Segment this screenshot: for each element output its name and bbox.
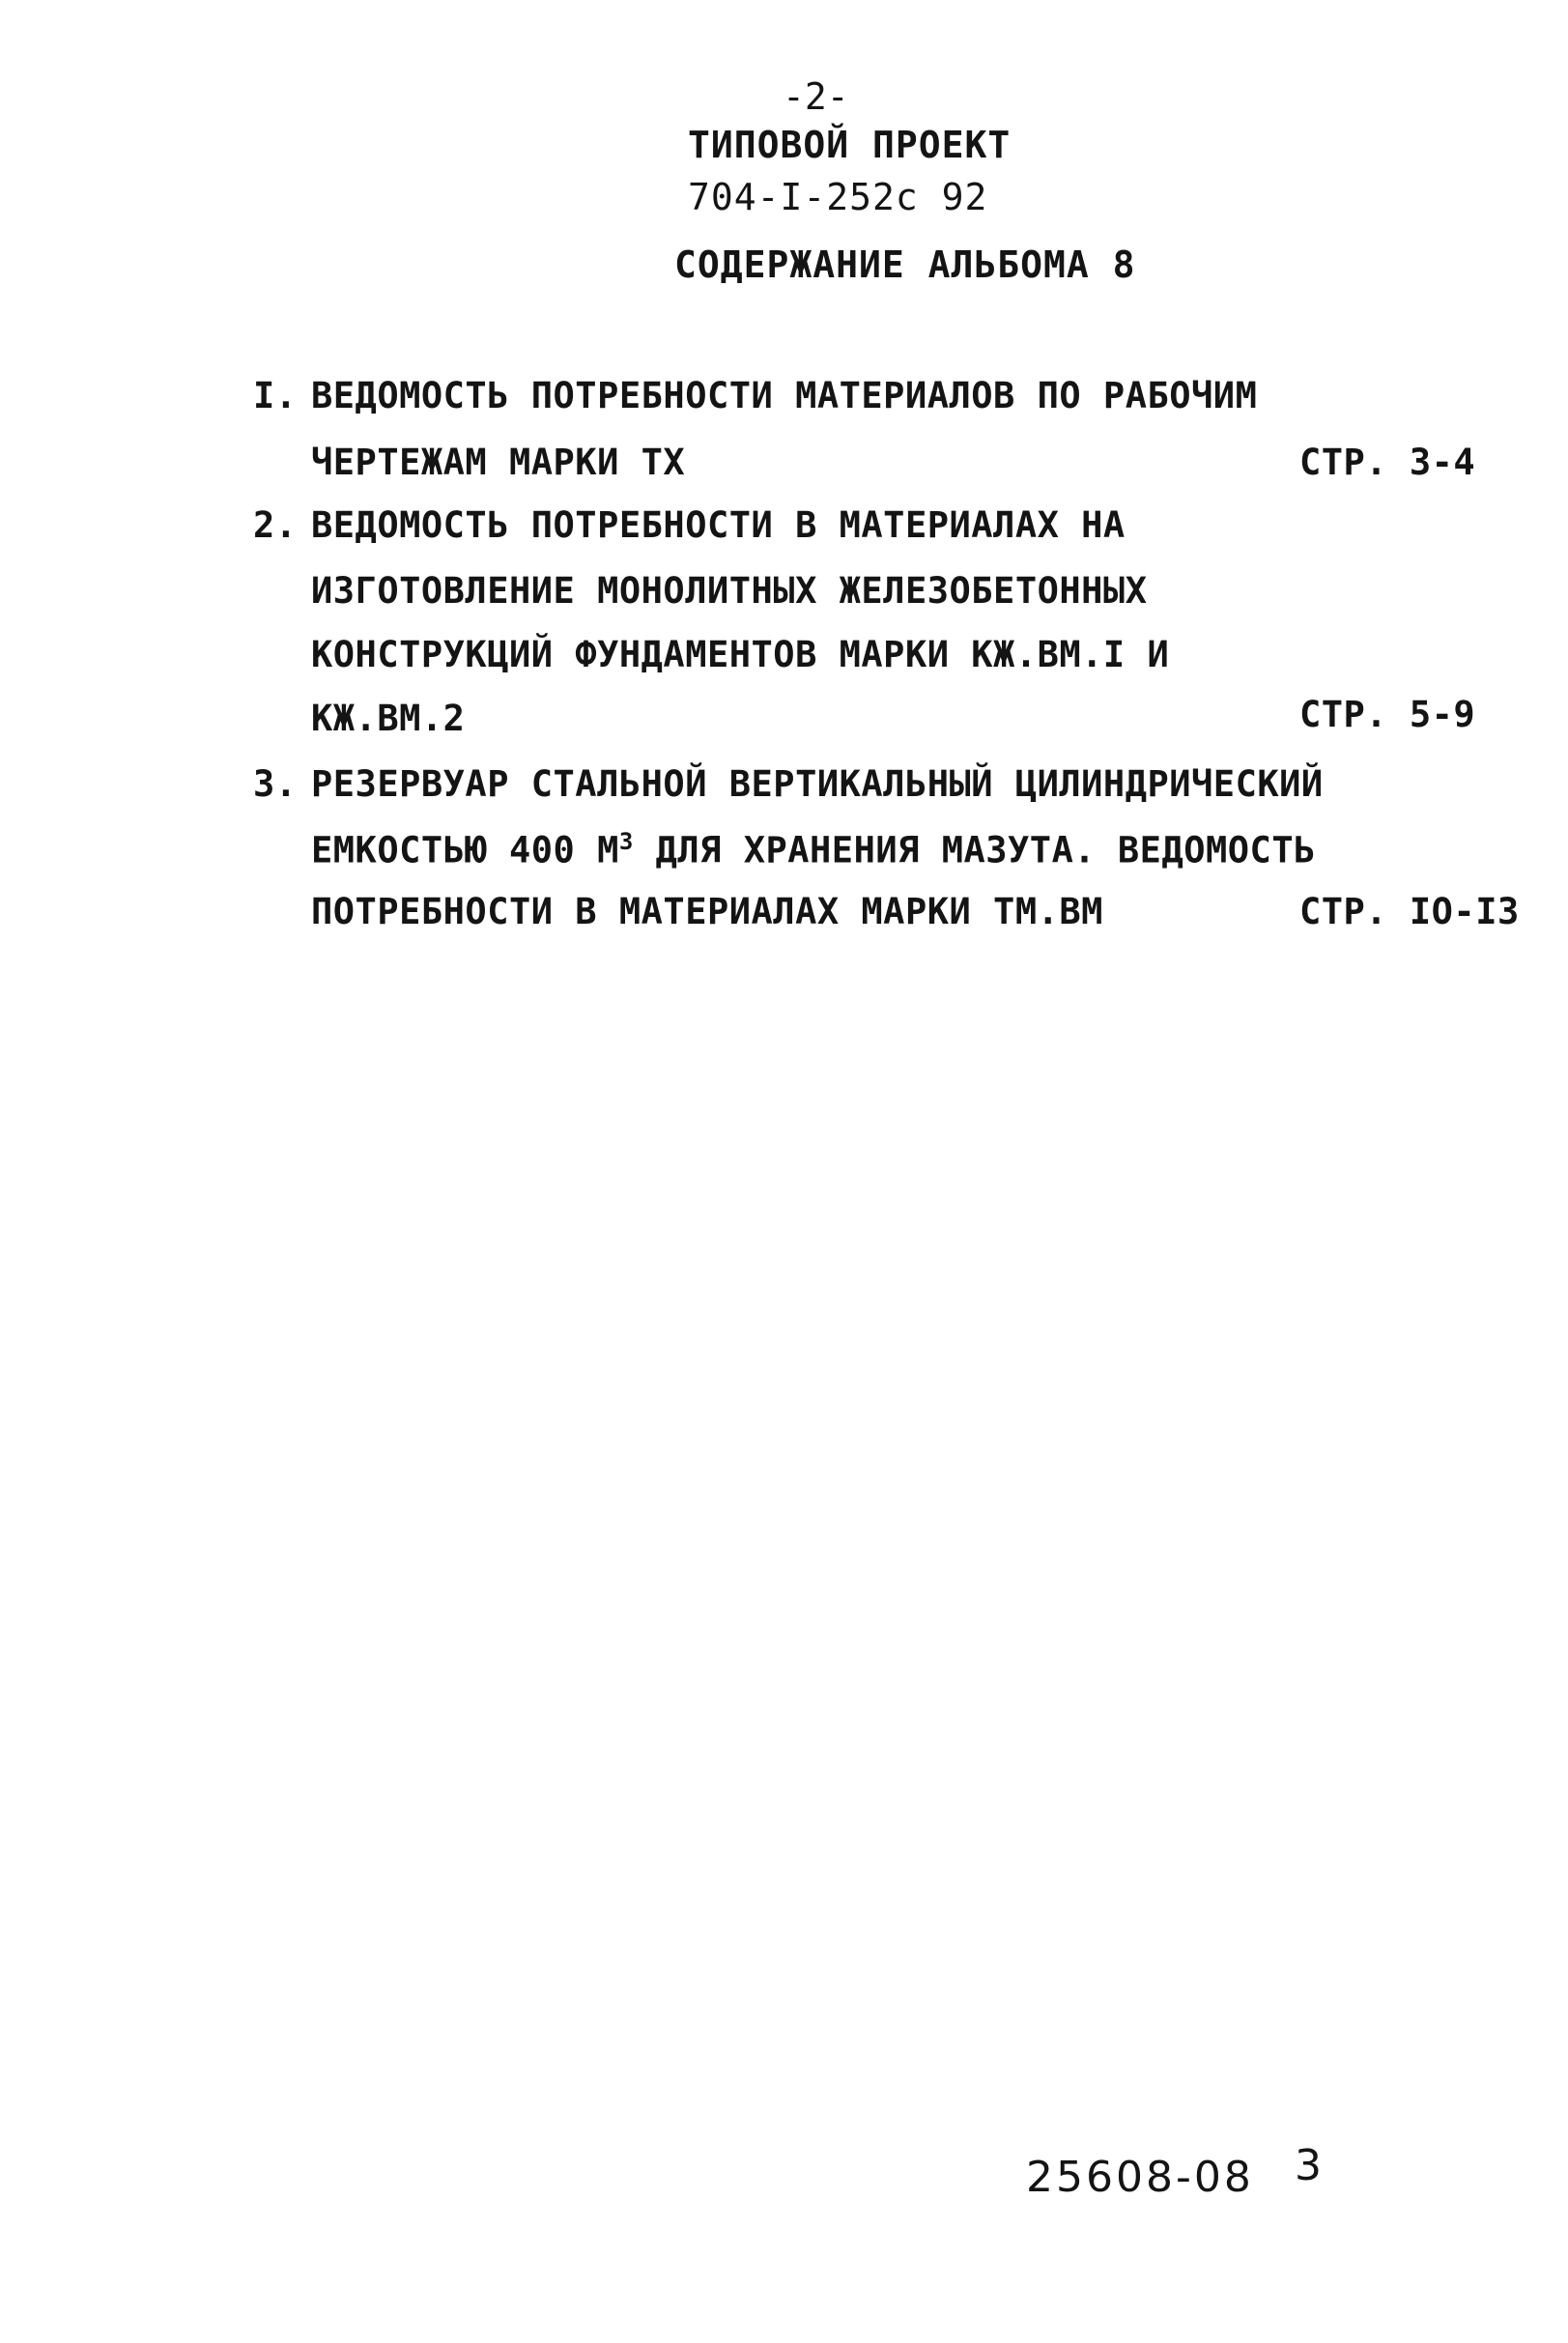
- toc-item-3-line-2: [311, 828, 1316, 871]
- sheet-number: 3: [1295, 2141, 1322, 2190]
- toc-item-1-line-1: ВЕДОМОСТЬ ПОТРЕБНОСТИ МАТЕРИАЛОВ ПО РАБОЧИМ: [311, 375, 1258, 416]
- toc-item-2-line-1: ВЕДОМОСТЬ ПОТРЕБНОСТИ В МАТЕРИАЛАХ НА: [311, 504, 1126, 546]
- toc-item-1-number: I.: [253, 375, 298, 416]
- toc-item-3-line-2-text: ЕМКОСТЬЮ 400 М: [311, 829, 619, 871]
- toc-item-2-line-2: ИЗГОТОВЛЕНИЕ МОНОЛИТНЫХ ЖЕЛЕЗОБЕТОННЫХ: [311, 570, 1148, 612]
- superscript-cubed: 3: [618, 828, 634, 855]
- project-type: ТИПОВОЙ ПРОЕКТ: [688, 124, 1012, 166]
- toc-item-3-line-3: ПОТРЕБНОСТИ В МАТЕРИАЛАХ МАРКИ ТМ.ВМ: [311, 891, 1103, 932]
- toc-item-3-pages: СТР. IO-I3: [1299, 891, 1520, 932]
- toc-item-2-line-3: КОНСТРУКЦИЙ ФУНДАМЕНТОВ МАРКИ КЖ.ВМ.I И: [311, 634, 1170, 675]
- toc-item-1-line-2: ЧЕРТЕЖАМ МАРКИ ТХ: [311, 442, 686, 483]
- project-code: 704-I-252с 92: [688, 176, 988, 218]
- toc-item-2-number: 2.: [253, 504, 298, 546]
- toc-item-2-pages: СТР. 5-9: [1299, 694, 1476, 735]
- toc-item-3-line-1: РЕЗЕРВУАР СТАЛЬНОЙ ВЕРТИКАЛЬНЫЙ ЦИЛИНДРИЧЕСКИЙ: [311, 763, 1324, 805]
- contents-title: СОДЕРЖАНИЕ АЛЬБОМА 8: [674, 243, 1136, 286]
- inventory-number: 25608-08: [1026, 2153, 1254, 2202]
- toc-item-3-number: 3.: [253, 763, 298, 805]
- toc-item-2-line-4: КЖ.ВМ.2: [311, 698, 466, 739]
- toc-item-3-line-2-rest: ДЛЯ ХРАНЕНИЯ МАЗУТА. ВЕДОМОСТЬ: [633, 829, 1316, 871]
- toc-item-1-pages: СТР. 3-4: [1299, 442, 1476, 483]
- page-number: -2-: [783, 75, 849, 118]
